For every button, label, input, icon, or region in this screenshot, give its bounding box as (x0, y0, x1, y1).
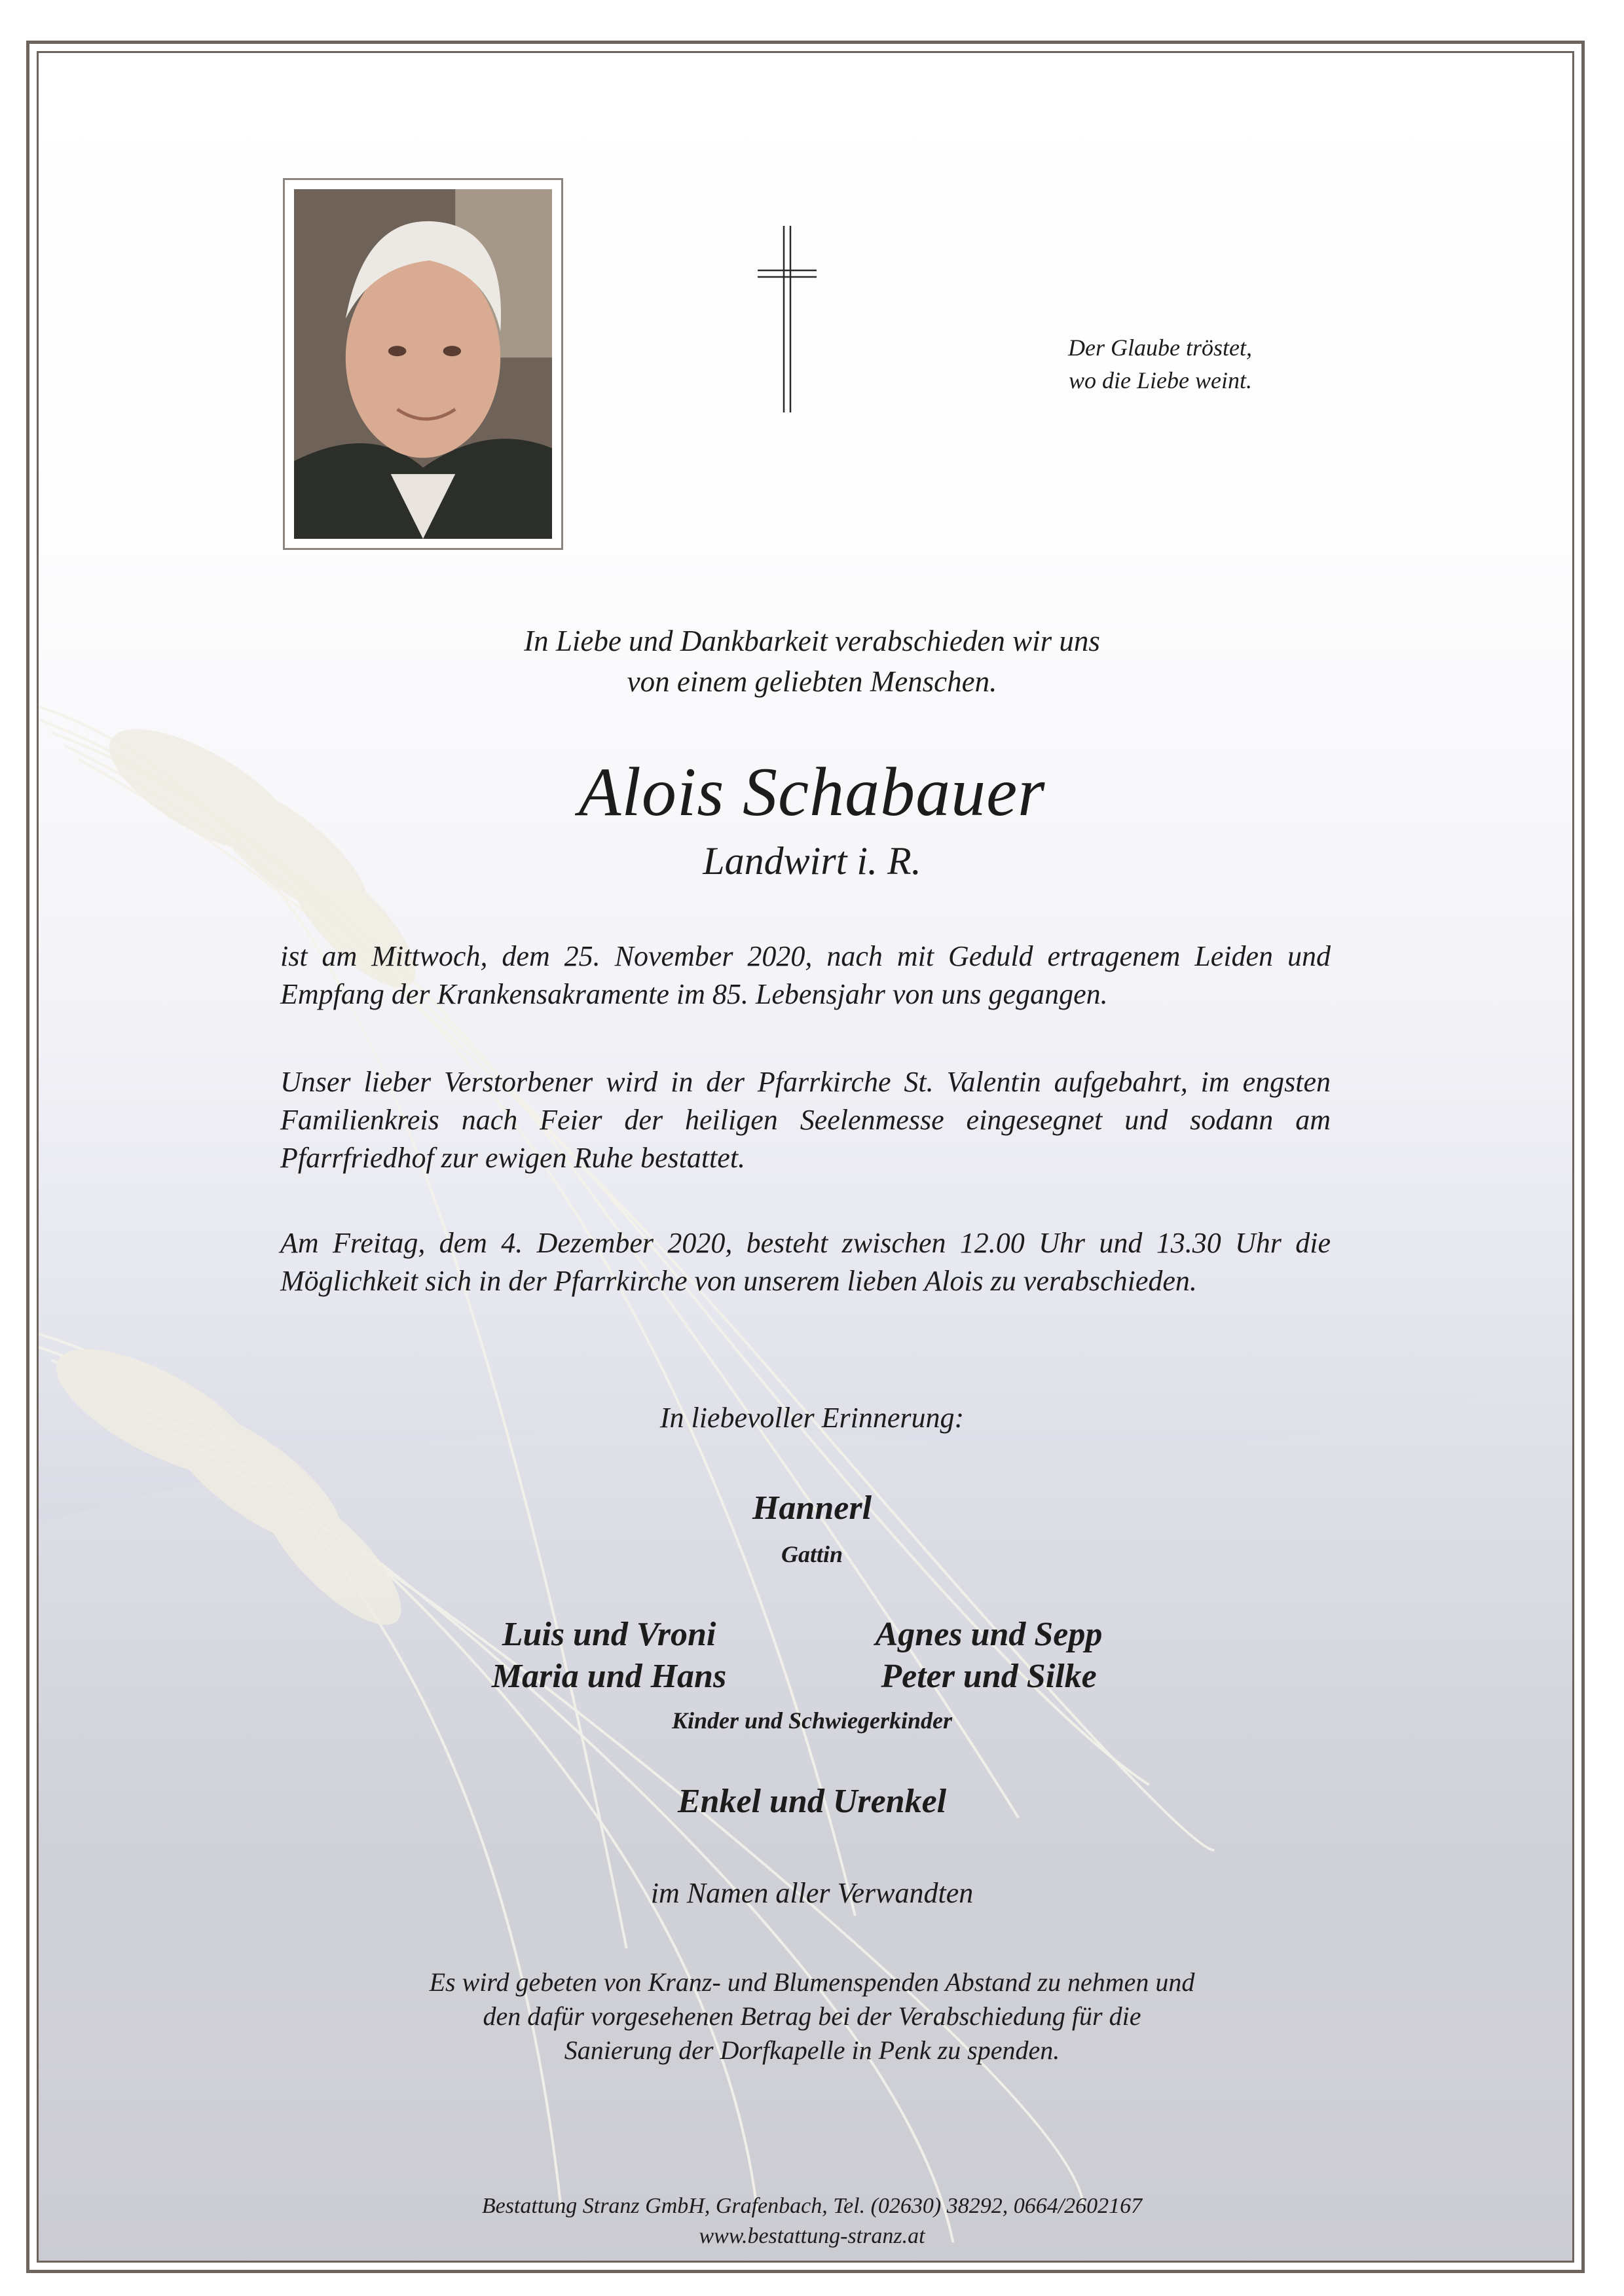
child-couple-2: Maria und Hans (491, 1658, 727, 1695)
widow-role: Gattin (781, 1541, 843, 1567)
footer-website: www.bestattung-stranz.at (699, 2224, 925, 2248)
motto-line-1: Der Glaube tröstet, (1068, 335, 1252, 361)
death-paragraph: ist am Mittwoch, dem 25. November 2020, nach mit Geduld ertragenem Leiden und Empfang der Krankensakramente im 85. Lebensjahr von uns gegangen. (280, 940, 1331, 1010)
donation-request (0, 1965, 1624, 2068)
motto-line-2: wo die Liebe weint. (1069, 367, 1252, 393)
donation-line-1: Es wird gebeten von Kranz- und Blumenspenden Abstand zu nehmen und (429, 1967, 1195, 1997)
cross-icon (758, 226, 817, 412)
grandchildren: Enkel und Urenkel (677, 1783, 947, 1820)
children-right-column (832, 1614, 1146, 1698)
children-left-column (452, 1614, 766, 1698)
intro-line-1: In Liebe und Dankbarkeit verabschieden wir uns (524, 625, 1100, 657)
donation-line-2: den dafür vorgesehenen Betrag bei der Verabschiedung für die (483, 2001, 1141, 2031)
memory-label: In liebevoller Erinnerung: (659, 1402, 965, 1434)
child-couple-4: Peter und Silke (881, 1658, 1097, 1695)
widow-name: Hannerl (752, 1489, 872, 1527)
footer-company: Bestattung Stranz GmbH, Grafenbach, Tel. (02630) 38292, 0664/2602167 (481, 2194, 1143, 2218)
child-couple-1: Luis und Vroni (502, 1616, 716, 1653)
deceased-title: Landwirt i. R. (703, 839, 921, 883)
farewell-paragraph: Am Freitag, dem 4. Dezember 2020, besteht zwischen 12.00 Uhr und 13.30 Uhr die Möglichkeit sich in der Pfarrkirche von unserem lieben Alois zu verabschieden. (280, 1227, 1331, 1297)
portrait-photo (294, 189, 552, 539)
funeral-home-footer (0, 2191, 1624, 2251)
intro-text (0, 621, 1624, 702)
deceased-name: Alois Schabauer (578, 754, 1046, 830)
relatives-note: im Namen aller Verwandten (650, 1877, 974, 1909)
portrait-frame (283, 178, 563, 550)
donation-line-3: Sanierung der Dorfkapelle in Penk zu spenden. (564, 2035, 1060, 2065)
motto-quote (950, 331, 1252, 397)
intro-line-2: von einem geliebten Menschen. (627, 665, 997, 698)
children-role: Kinder und Schwiegerkinder (671, 1707, 953, 1734)
child-couple-3: Agnes und Sepp (875, 1616, 1103, 1653)
funeral-paragraph: Unser lieber Verstorbener wird in der Pfarrkirche St. Valentin aufgebahrt, im engsten Familienkreis nach Feier der heiligen Seelenmesse eingesegnet und sodann am Pfarrfriedhof zur ewigen Ruhe bestattet. (280, 1066, 1331, 1174)
